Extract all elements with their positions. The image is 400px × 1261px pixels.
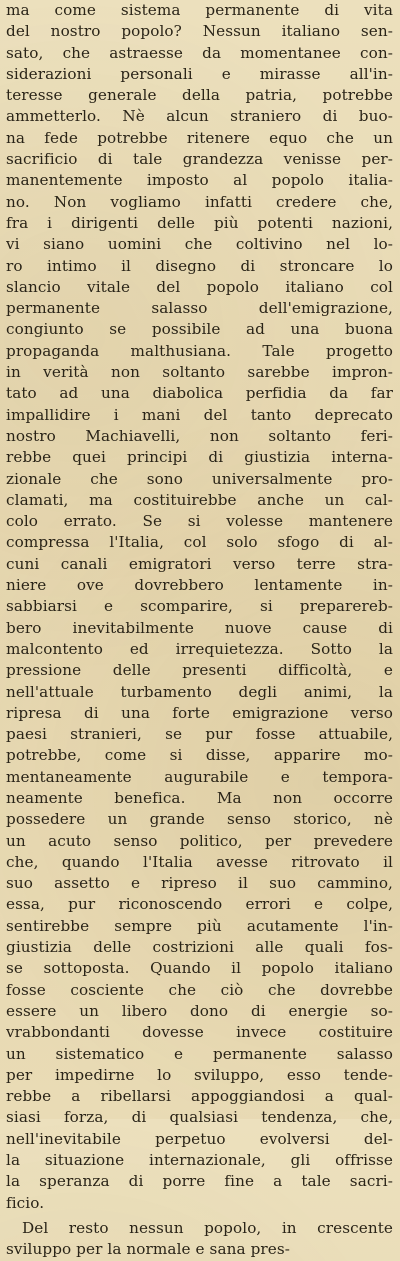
text-line: no. Non vogliamo infatti credere che, (6, 192, 393, 211)
text-line: Del resto nessun popolo, in crescente (22, 1218, 393, 1237)
text-line: in verità non soltanto sarebbe impron- (6, 363, 393, 382)
text-line: zionale che sono universalmente pro- (6, 469, 393, 488)
text-line: suo assetto e ripreso il suo cammino, (6, 874, 393, 893)
text-line: teresse generale della patria, potrebbe (6, 86, 393, 105)
text-line: essere un libero dono di energie so- (6, 1001, 393, 1020)
text-line: pressione delle presenti difficoltà, e (6, 661, 393, 680)
text-line: slancio vitale del popolo italiano col (6, 277, 393, 296)
text-line: giustizia delle costrizioni alle quali fos- (6, 938, 393, 957)
text-line: na fede potrebbe ritenere equo che un (6, 128, 393, 147)
text-line: rebbe a ribellarsi appoggiandosi a qual- (6, 1087, 393, 1106)
paragraph-1 (6, 0, 393, 1214)
text-line: cuni canali emigratori verso terre stra- (6, 554, 393, 573)
text-line: compressa l'Italia, col solo sfogo di al- (6, 533, 393, 552)
text-line: nell'inevitabile perpetuo evolversi del- (6, 1129, 393, 1148)
text-line: ammetterlo. Nè alcun straniero di buo- (6, 107, 393, 126)
text-line: essa, pur riconoscendo errori e colpe, (6, 895, 393, 914)
text-line: ripresa di una forte emigrazione verso (6, 703, 393, 722)
text-line: potrebbe, come si disse, apparire mo- (6, 746, 393, 765)
text-line: sabbiarsi e scomparire, si preparereb- (6, 597, 393, 616)
text-line: propaganda malthusiana. Tale progetto (6, 341, 393, 360)
paragraph-2 (6, 1218, 393, 1261)
text-line: mentaneamente augurabile e tempora- (6, 767, 393, 786)
text-line: ma come sistema permanente di vita (6, 1, 393, 19)
text-line: siasi forza, di qualsiasi tendenza, che, (6, 1108, 393, 1127)
text-line: niere ove dovrebbero lentamente in- (6, 576, 393, 595)
text-line: per impedirne lo sviluppo, esso tende- (6, 1065, 393, 1084)
text-line: un acuto senso politico, per prevedere (6, 831, 393, 850)
text-line: rebbe quei principi di giustizia interna- (6, 448, 393, 467)
text-line: possedere un grande senso storico, nè (6, 810, 393, 829)
text-line: sacrificio di tale grandezza venisse per- (6, 150, 393, 169)
text-line: sentirebbe sempre più acutamente l'in- (6, 916, 393, 935)
text-line: un sistematico e permanente salasso (6, 1044, 393, 1063)
text-line: congiunto se possibile ad una buona (6, 320, 393, 339)
text-line: la speranza di porre fine a tale sacri- (6, 1172, 393, 1191)
text-line: del nostro popolo? Nessun italiano sen- (6, 22, 393, 41)
text-line: sviluppo per la normale e sana pres- (6, 1240, 290, 1259)
text-line: sato, che astraesse da momentanee con- (6, 43, 393, 62)
article-column (6, 0, 393, 1261)
text-line: malcontento ed irrequietezza. Sotto la (6, 639, 393, 658)
text-line: fra i dirigenti delle più potenti nazioni, (6, 213, 393, 232)
text-line: ficio. (6, 1193, 45, 1212)
text-line: la situazione internazionale, gli offrisse (6, 1151, 393, 1170)
text-line: permanente salasso dell'emigrazione, (6, 299, 393, 318)
text-line: nell'attuale turbamento degli animi, la (6, 682, 393, 701)
text-line: ro intimo il disegno di stroncare lo (6, 256, 393, 275)
text-line: fosse cosciente che ciò che dovrebbe (6, 980, 393, 999)
text-line: nostro Machiavelli, non soltanto feri- (6, 426, 393, 445)
text-line: impallidire i mani del tanto deprecato (6, 405, 393, 424)
text-line: paesi stranieri, se pur fosse attuabile, (6, 725, 393, 744)
text-line: bero inevitabilmente nuove cause di (6, 618, 393, 637)
text-line: colo errato. Se si volesse mantenere (6, 512, 393, 531)
text-line: siderazioni personali e mirasse all'in- (6, 64, 393, 83)
text-line: che, quando l'Italia avesse ritrovato il (6, 852, 393, 871)
text-line: se sottoposta. Quando il popolo italiano (6, 959, 393, 978)
text-line: clamati, ma costituirebbe anche un cal- (6, 490, 393, 509)
text-line: vi siano uomini che coltivino nel lo- (6, 235, 393, 254)
text-line: manentemente imposto al popolo italia- (6, 171, 393, 190)
text-line: vrabbondanti dovesse invece costituire (6, 1023, 393, 1042)
text-line: neamente benefica. Ma non occorre (6, 788, 393, 807)
text-line: tato ad una diabolica perfidia da far (6, 384, 393, 403)
